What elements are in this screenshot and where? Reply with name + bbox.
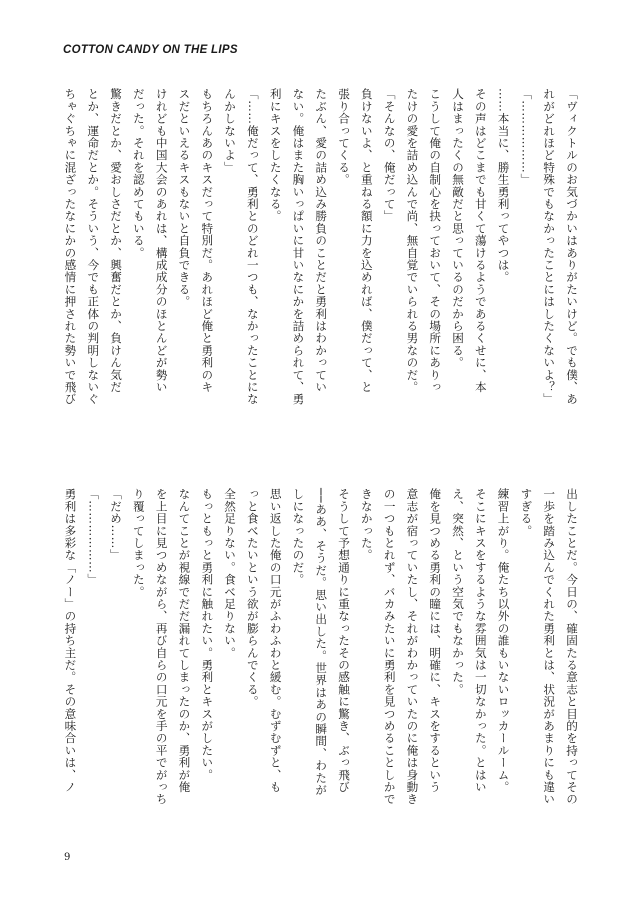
page-number: 9 <box>64 852 71 863</box>
text-line: を上目に見つめながら、再び自らの口元を手の平でがっち <box>154 488 169 806</box>
text-line: もちろんあのキスだって特別だ。あれほど俺と勇利のキ <box>200 88 215 393</box>
text-line: なんてことが視線でだだ漏れてしまったのか、勇利が俺 <box>177 488 192 793</box>
text-line: もっともっと勇利に触れたい。勇利とキスがしたい。 <box>200 488 215 781</box>
text-line: 利にキスをしたくなる。 <box>268 88 283 223</box>
text-line: ……本当に、勝生勇利ってやつは。 <box>496 88 511 284</box>
text-line: だった。それを認めてもいる。 <box>131 88 146 259</box>
text-line: っと食べたいという欲が膨らんでくる。 <box>245 488 260 708</box>
text-line: そうして予想通りに重なったその感触に驚き、ぶっ飛び <box>337 488 352 793</box>
text-line: とか、運命だとか。そういう、今でも正体の判明しないぐ <box>86 88 101 406</box>
text-line: 練習上がり。俺たち以外の誰もいないロッカールーム。 <box>496 488 511 793</box>
text-line: 人はまったくの無敵だと思っているのだから困る。 <box>451 88 466 369</box>
text-line: たけの愛を詰め込んで尚、無自覚でいられる男なのだ。 <box>405 88 420 393</box>
text-line: 俺を見つめる勇利の瞳には、明確に、キスをするという <box>428 488 443 793</box>
text-line: 出したことだ。今日の、確固たる意志と目的を持ってその <box>565 488 579 806</box>
text-line: ──ああ、そうだ。思い出した。世界はあの瞬間、わたが <box>314 488 329 796</box>
text-line: 一歩を踏み込んでくれた勇利とは、状況があまりにも違い <box>542 488 557 806</box>
text-line: 「そんなの、俺だって」 <box>382 88 397 223</box>
text-line: その声はどこまでも甘くて蕩けるようであるくせに、本 <box>473 88 488 393</box>
text-line: 思い返した俺の口元がふわふわと緩む。むずむずと、も <box>268 488 283 793</box>
text-line: んかしないよ」 <box>223 88 238 174</box>
text-line: り覆ってしまった。 <box>131 488 146 598</box>
text-line: 意志が宿っていたし、それがわかっていたのに俺は身動き <box>405 488 420 806</box>
text-line: 驚きだとか、愛おしさだとか、興奮だとか、負けん気だ <box>109 88 124 393</box>
text-line: 「だめ……」 <box>109 488 124 562</box>
text-line: れがどれほど特殊でもなかったことにはしたくないよ？」 <box>542 88 557 406</box>
text-line: しになったのだ。 <box>291 488 306 586</box>
text-line: え、突然、という空気でもなかった。 <box>451 488 466 696</box>
text-line: けれども中国大会のあれは、構成成分のほとんどが勢い <box>154 88 169 393</box>
text-line: 「……俺だって、勇利とのどれ一つも、なかったことにな <box>245 88 260 406</box>
text-line: ちゃぐちゃに混ざったなにかの感情に押された勢いで飛び <box>63 88 78 406</box>
text-line: 負けないよ、と重ねる額に力を込めれば、僕だって、と <box>359 88 374 393</box>
text-line: 「………………」 <box>86 488 101 586</box>
text-line: こうして俺の自制心を抉っておいて、その場所にありっ <box>428 88 443 393</box>
lower-text-block <box>63 488 583 860</box>
text-line: 張り合ってくる。 <box>337 88 352 186</box>
text-line: たぶん、愛の詰め込み勝負のことだと勇利はわかってい <box>314 88 329 393</box>
text-line: きなかった。 <box>359 488 374 562</box>
text-line: 「ヴィクトルのお気づかいはありがたいけど。でも僕、あ <box>565 88 579 406</box>
text-line: そこにキスをするような雰囲気は一切なかった。とはい <box>473 488 488 793</box>
running-header: COTTON CANDY ON THE LIPS <box>63 44 238 56</box>
text-line: 勇利は多彩な「ノー」の持ち主だ。その意味合いは、ノ <box>63 488 78 793</box>
text-line: 全然足りない。食べ足りない。 <box>223 488 238 659</box>
text-line: すぎる。 <box>519 488 534 537</box>
text-line: ない。俺はまた胸いっぱいに甘いなにかを詰められて、勇 <box>291 88 306 406</box>
text-line: スだといえるキスもないと自負できる。 <box>177 88 192 308</box>
upper-text-block <box>63 88 583 463</box>
text-line: の一つもとれず、バカみたいに勇利を見つめることしかで <box>382 488 397 806</box>
text-line: 「………………」 <box>519 88 534 186</box>
